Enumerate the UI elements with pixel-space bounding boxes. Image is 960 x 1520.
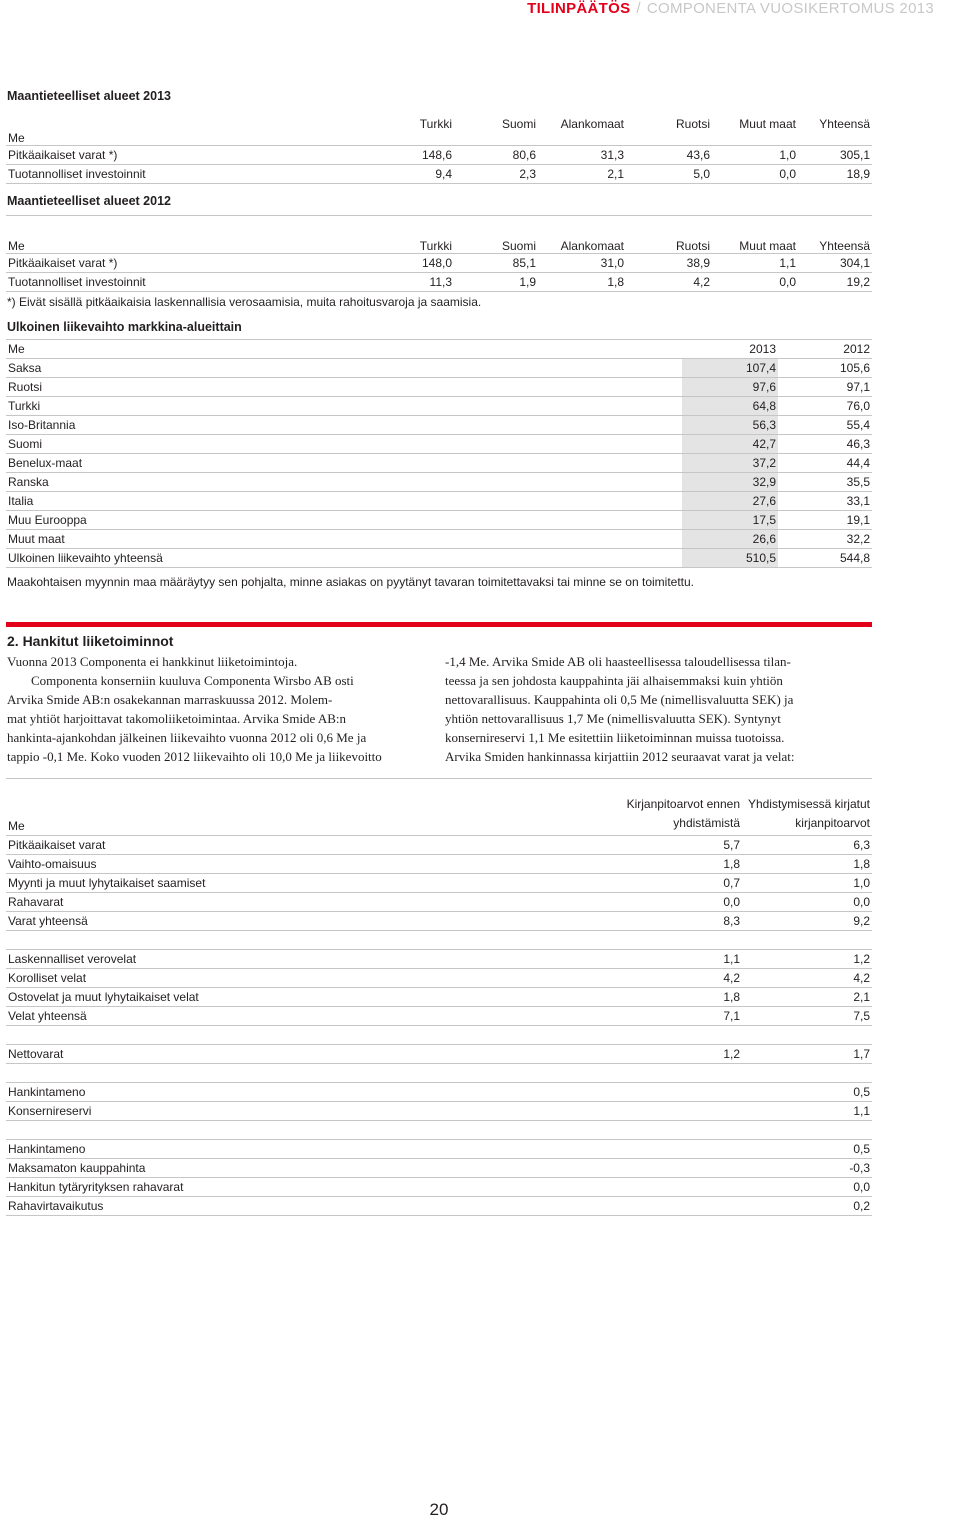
- cell: 1,8: [606, 855, 742, 874]
- header-section: TILINPÄÄTÖS: [527, 0, 631, 17]
- cell: 0,0: [742, 893, 872, 912]
- cell: 0,0: [606, 893, 742, 912]
- cell: 80,6: [454, 145, 538, 164]
- table-row: [6, 1102, 872, 1121]
- geo-2013-table: [6, 117, 872, 184]
- row-label: Hankintameno: [6, 1083, 606, 1102]
- cell: 0,2: [742, 1197, 872, 1216]
- header-cell: [742, 779, 872, 836]
- cell: -0,3: [742, 1159, 872, 1178]
- cell: 1,2: [742, 950, 872, 969]
- cell: 4,2: [606, 969, 742, 988]
- cell: 1,1: [742, 1102, 872, 1121]
- table-header-row: [6, 340, 872, 359]
- cell: 64,8: [682, 397, 778, 416]
- row-label: Hankintameno: [6, 1140, 606, 1159]
- table-header-row: [6, 216, 872, 254]
- cell: 1,8: [742, 855, 872, 874]
- row-label: Ostovelat ja muut lyhytaikaiset velat: [6, 988, 606, 1007]
- row-label: Ulkoinen liikevaihto yhteensä: [6, 549, 682, 568]
- cell: 97,6: [682, 378, 778, 397]
- cell: 19,1: [778, 511, 872, 530]
- row-label: Tuotannolliset investoinnit: [6, 164, 366, 183]
- row-label: Hankitun tytäryrityksen rahavarat: [6, 1178, 606, 1197]
- cell: 97,1: [778, 378, 872, 397]
- cell: 1,7: [742, 1045, 872, 1064]
- paragraph-left: [7, 652, 382, 766]
- cell: 105,6: [778, 359, 872, 378]
- row-label: Ruotsi: [6, 378, 682, 397]
- text-line: Vuonna 2013 Componenta ei hankkinut liiketoimintoja.: [7, 654, 298, 669]
- text-line: mat yhtiöt harjoittavat takomoliiketoimintaa. Arvika Smide AB:n: [7, 711, 347, 726]
- row-label: Korolliset velat: [6, 969, 606, 988]
- table-row: [6, 1178, 872, 1197]
- table-header-row: [6, 779, 872, 836]
- cell: [606, 1178, 742, 1197]
- spacer-row: [6, 1121, 872, 1140]
- geo-footnote: *) Eivät sisällä pitkäaikaisia laskennallisia verosaamisia, muita rahoitusvaroja ja saamisia.: [7, 295, 482, 309]
- cell: 19,2: [798, 273, 872, 292]
- table-row: [6, 874, 872, 893]
- cell: 0,0: [712, 273, 798, 292]
- row-label: Tuotannolliset investoinnit: [6, 273, 366, 292]
- cell: 2,1: [742, 988, 872, 1007]
- table-row: [6, 511, 872, 530]
- header-cell: Alankomaat: [560, 117, 624, 131]
- cell: 44,4: [778, 454, 872, 473]
- row-label: Laskennalliset verovelat: [6, 950, 606, 969]
- table-row: [6, 1045, 872, 1064]
- row-label: Muut maat: [6, 530, 682, 549]
- row-label: Italia: [6, 492, 682, 511]
- header-cell: Muut maat: [739, 117, 796, 131]
- table-row: [6, 359, 872, 378]
- cell: 31,3: [538, 145, 626, 164]
- row-label: Rahavarat: [6, 893, 606, 912]
- header-cell: 2012: [778, 340, 872, 359]
- table-row: [6, 378, 872, 397]
- header-cell: Alankomaat: [538, 216, 626, 254]
- spacer: [6, 931, 872, 950]
- row-label: Turkki: [6, 397, 682, 416]
- cell: 31,0: [538, 254, 626, 273]
- header-line: kirjanpitoarvot: [795, 816, 870, 830]
- cell: 1,2: [606, 1045, 742, 1064]
- text-line-content: Componenta konserniin kuuluva Componenta Wirsbo AB osti: [31, 673, 354, 688]
- cell: 5,0: [626, 164, 712, 183]
- row-label: Rahavirtavaikutus: [6, 1197, 606, 1216]
- cell: 1,0: [742, 874, 872, 893]
- cell: 7,5: [742, 1007, 872, 1026]
- header-cell: Yhteensä: [819, 117, 870, 131]
- cell: 0,5: [742, 1083, 872, 1102]
- table-row: [6, 912, 872, 931]
- header-cell: Me: [8, 130, 25, 145]
- header-cell: Ruotsi: [626, 216, 712, 254]
- table-row: [6, 416, 872, 435]
- cell: 9,4: [366, 164, 454, 183]
- row-label: Varat yhteensä: [6, 912, 606, 931]
- page-number: 20: [429, 1500, 449, 1519]
- header-line: Kirjanpitoarvot ennen: [626, 797, 740, 811]
- cell: 1,0: [712, 145, 798, 164]
- text-line: [7, 671, 382, 690]
- cell: 1,9: [454, 273, 538, 292]
- spacer-row: [6, 1064, 872, 1083]
- cell: 42,7: [682, 435, 778, 454]
- cell: 55,4: [778, 416, 872, 435]
- table-row: [6, 1007, 872, 1026]
- sales-title: Ulkoinen liikevaihto markkina-alueittain: [7, 320, 242, 334]
- cell: 510,5: [682, 549, 778, 568]
- cell: 56,3: [682, 416, 778, 435]
- header-cell: Me: [6, 340, 682, 359]
- text-line: yhtiön nettovarallisuus 1,7 Me (nimellisvaluutta SEK). Syntynyt: [445, 711, 781, 726]
- cell: 33,1: [778, 492, 872, 511]
- cell: 2,3: [454, 164, 538, 183]
- cell: 544,8: [778, 549, 872, 568]
- row-label: Pitkäaikaiset varat *): [6, 145, 366, 164]
- table-row: [6, 164, 872, 183]
- table-row: [6, 454, 872, 473]
- header-cell: 2013: [682, 340, 778, 359]
- cell: 4,2: [742, 969, 872, 988]
- text-line: konsernireservi 1,1 Me esitettiin liiketoiminnan muissa tuotoissa.: [445, 730, 785, 745]
- text-line: -1,4 Me. Arvika Smide AB oli haasteellisessa taloudellisessa tilan-: [445, 654, 791, 669]
- page-header: [527, 0, 934, 17]
- cell: [606, 1197, 742, 1216]
- row-label: Ranska: [6, 473, 682, 492]
- table-row: [6, 836, 872, 855]
- geo-2012-table: [6, 215, 872, 292]
- table-row: [6, 549, 872, 568]
- row-label: Suomi: [6, 435, 682, 454]
- text-line: Arvika Smiden hankinnassa kirjattiin 2012 seuraavat varat ja velat:: [445, 749, 795, 764]
- header-cell: Suomi: [454, 216, 538, 254]
- cell: 0,5: [742, 1140, 872, 1159]
- cell: 304,1: [798, 254, 872, 273]
- sales-table: [6, 339, 872, 568]
- section-heading: 2. Hankitut liiketoiminnot: [7, 633, 174, 649]
- row-label: Velat yhteensä: [6, 1007, 606, 1026]
- spacer-row: [6, 931, 872, 950]
- cell: 26,6: [682, 530, 778, 549]
- table-row: [6, 1159, 872, 1178]
- table-row: [6, 969, 872, 988]
- row-label: Iso-Britannia: [6, 416, 682, 435]
- header-report-title: COMPONENTA VUOSIKERTOMUS 2013: [646, 0, 934, 17]
- row-label: Maksamaton kauppahinta: [6, 1159, 606, 1178]
- table-row: [6, 473, 872, 492]
- cell: 43,6: [626, 145, 712, 164]
- row-label: Pitkäaikaiset varat *): [6, 254, 366, 273]
- header-cell: Ruotsi: [675, 117, 710, 131]
- cell: 38,9: [626, 254, 712, 273]
- row-label: Konsernireservi: [6, 1102, 606, 1121]
- cell: 0,7: [606, 874, 742, 893]
- row-label: Myynti ja muut lyhytaikaiset saamiset: [6, 874, 606, 893]
- header-cell: [606, 779, 742, 836]
- cell: 76,0: [778, 397, 872, 416]
- header-cell: Suomi: [501, 117, 536, 131]
- row-label: Saksa: [6, 359, 682, 378]
- header-cell: Muut maat: [712, 216, 798, 254]
- cell: 35,5: [778, 473, 872, 492]
- spacer: [6, 1026, 872, 1045]
- text-line: teessa ja sen johdosta kauppahinta jäi alhaisemmaksi kuin yhtiön: [445, 673, 783, 688]
- row-label: Muu Eurooppa: [6, 511, 682, 530]
- header-line: yhdistämistä: [673, 816, 740, 830]
- geo-2012-title: Maantieteelliset alueet 2012: [7, 194, 171, 208]
- cell: 11,3: [366, 273, 454, 292]
- table-row: [6, 1140, 872, 1159]
- cell: 1,1: [712, 254, 798, 273]
- cell: 8,3: [606, 912, 742, 931]
- table-row: [6, 855, 872, 874]
- cell: 1,8: [606, 988, 742, 1007]
- table-row: [6, 1083, 872, 1102]
- cell: 7,1: [606, 1007, 742, 1026]
- table-row: [6, 893, 872, 912]
- header-cell: Turkki: [366, 216, 454, 254]
- cell: 148,0: [366, 254, 454, 273]
- cell: 1,1: [606, 950, 742, 969]
- header-cell: Turkki: [419, 117, 452, 131]
- table-header-row: [6, 117, 872, 145]
- cell: 9,2: [742, 912, 872, 931]
- cell: 0,0: [712, 164, 798, 183]
- cell: 5,7: [606, 836, 742, 855]
- header-cell: Me: [8, 819, 25, 833]
- spacer: [6, 1121, 872, 1140]
- cell: 2,1: [538, 164, 626, 183]
- table-row: [6, 530, 872, 549]
- cell: [606, 1102, 742, 1121]
- cell: 27,6: [682, 492, 778, 511]
- cell: 46,3: [778, 435, 872, 454]
- table-row: [6, 145, 872, 164]
- row-label: Vaihto-omaisuus: [6, 855, 606, 874]
- cell: 1,8: [538, 273, 626, 292]
- cell: 32,9: [682, 473, 778, 492]
- table-row: [6, 254, 872, 273]
- cell: 6,3: [742, 836, 872, 855]
- table-row: [6, 397, 872, 416]
- cell: 0,0: [742, 1178, 872, 1197]
- cell: [606, 1140, 742, 1159]
- cell: 305,1: [798, 145, 872, 164]
- cell: 18,9: [798, 164, 872, 183]
- header-cell: Me: [6, 216, 366, 254]
- cell: 17,5: [682, 511, 778, 530]
- text-line: Arvika Smide AB:n osakekannan marraskuussa 2012. Molem-: [7, 692, 333, 707]
- cell: [606, 1083, 742, 1102]
- text-line: nettovarallisuus. Kauppahinta oli 0,5 Me (nimellisvaluutta SEK) ja: [445, 692, 794, 707]
- spacer-row: [6, 1026, 872, 1045]
- text-line: hankinta-ajankohdan jälkeinen liikevaihto vuonna 2012 oli 0,6 Me ja: [7, 730, 367, 745]
- table-row: [6, 950, 872, 969]
- cell: [606, 1159, 742, 1178]
- cell: 4,2: [626, 273, 712, 292]
- row-label: Nettovarat: [6, 1045, 606, 1064]
- table-row: [6, 435, 872, 454]
- geo-2013-title: Maantieteelliset alueet 2013: [7, 89, 171, 103]
- row-label: Pitkäaikaiset varat: [6, 836, 606, 855]
- cell: 37,2: [682, 454, 778, 473]
- table-row: [6, 273, 872, 292]
- row-label: Benelux-maat: [6, 454, 682, 473]
- acquisition-table: [6, 778, 872, 1216]
- table-row: [6, 988, 872, 1007]
- spacer: [6, 1064, 872, 1083]
- section-divider: [6, 622, 872, 627]
- table-row: [6, 492, 872, 511]
- header-line: Yhdistymisessä kirjatut: [747, 797, 870, 811]
- cell: 107,4: [682, 359, 778, 378]
- header-cell: Yhteensä: [798, 216, 872, 254]
- paragraph-right: [445, 652, 794, 766]
- sales-note: Maakohtaisen myynnin maa määräytyy sen pohjalta, minne asiakas on pyytänyt tavaran toimitettavaksi tai minne se on toimitettu.: [7, 575, 695, 589]
- cell: 32,2: [778, 530, 872, 549]
- cell: 148,6: [366, 145, 454, 164]
- cell: 85,1: [454, 254, 538, 273]
- text-line: tappio -0,1 Me. Koko vuoden 2012 liikevaihto oli 10,0 Me ja liikevoitto: [7, 749, 382, 764]
- header-separator: /: [636, 0, 641, 17]
- table-row: [6, 1197, 872, 1216]
